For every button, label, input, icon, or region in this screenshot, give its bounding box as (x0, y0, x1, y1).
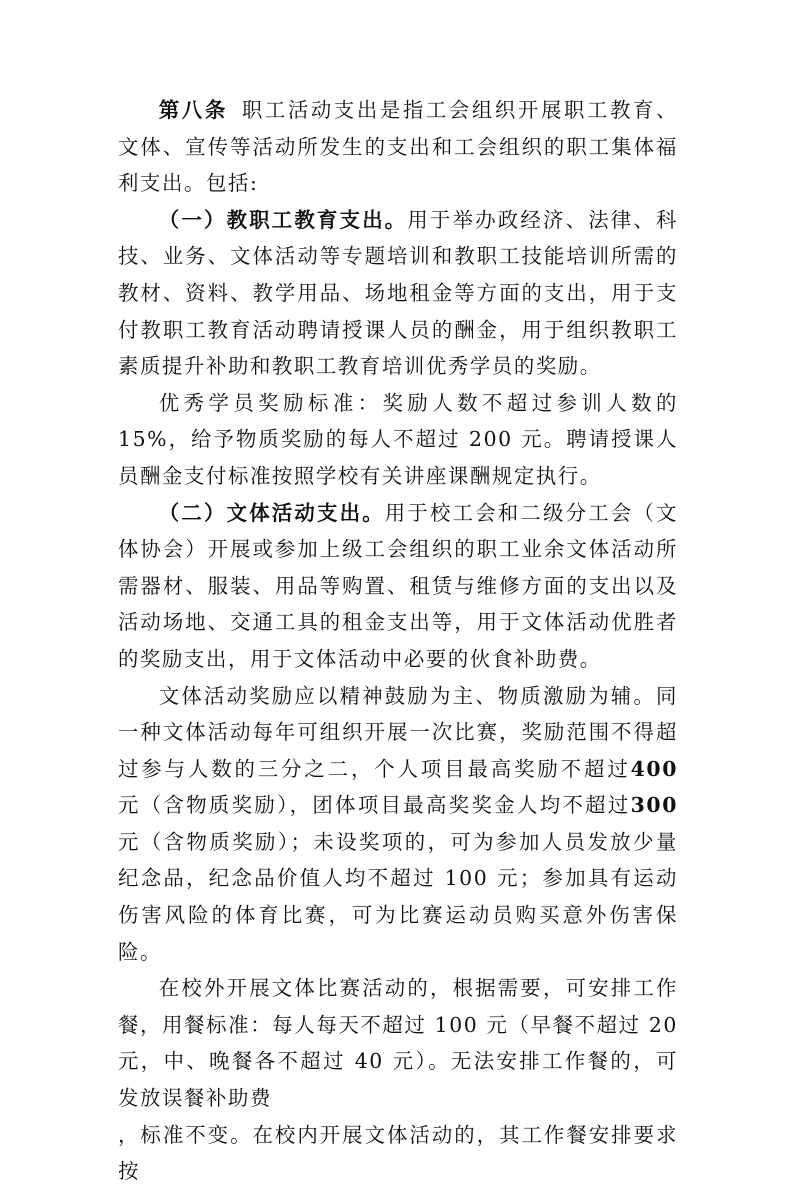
section-1-heading: （一）教职工教育支出。 (158, 207, 408, 232)
award-text-a: 文体活动奖励应以精神鼓励为主、物质激励为辅。同一种文体活动每年可组织开展一次比赛，奖励范围不得超过参与人数的三分之二，个人项目最高奖励不超过 (118, 683, 678, 781)
meal-text-a: 在校外开展文体比赛活动的，根据需要，可安排工作餐，用餐标准：每人每天不超过 100 元（早餐不超过 20 元，中、晚餐各不超过 40 元）。无法安排工作餐的，可发放误餐补助费 (118, 976, 678, 1111)
article-text: 职工活动支出是指工会组织开展职工教育、文体、宣传等活动所发生的支出和工会组织的职工集体福利支出。包括: (118, 98, 678, 196)
section-1-text: 用于举办政经济、法律、科技、业务、文体活动等专题培训和教职工技能培训所需的教材、资料、教学用品、场地租金等方面的支出，用于支付教职工教育活动聘请授课人员的酬金，用于组织教职工素质提升补助和教职工教育培训优秀学员的奖励。 (118, 207, 678, 379)
meal-text-b: ，标准不变。在校内开展文体活动的，其工作餐安排要求按 (118, 1122, 678, 1184)
award-amount-individual: 400 (630, 756, 678, 781)
document-body (118, 92, 678, 1190)
article-8-paragraph (118, 92, 678, 202)
meal-paragraph (118, 970, 678, 1190)
section-2-paragraph (118, 495, 678, 678)
section-1-paragraph (118, 202, 678, 385)
section-2-text: 用于校工会和二级分工会（文体协会）开展或参加上级工会组织的职工业余文体活动所需器材、服装、用品等购置、租赁与维修方面的支出以及活动场地、交通工具的租金支出等，用于文体活动优胜者的奖励支出，用于文体活动中必要的伙食补助费。 (118, 500, 678, 671)
award-text-b: 元（含物质奖励），团体项目最高奖奖金人均不超过 (118, 793, 631, 818)
article-label: 第八条 (158, 98, 228, 122)
section-2-heading: （二）文体活动支出。 (158, 500, 385, 525)
award-amount-team: 300 (630, 793, 678, 818)
section-1-rule-paragraph (118, 385, 678, 495)
section-1-rule-text: 优秀学员奖励标准：奖励人数不超过参训人数的 15%，给予物质奖励的每人不超过 200 元。聘请授课人员酬金支付标准按照学校有关讲座课酬规定执行。 (118, 390, 678, 488)
award-paragraph (118, 678, 678, 971)
award-text-c: 元（含物质奖励）；未设奖项的，可为参加人员发放少量纪念品，纪念品价值人均不超过 100 元；参加具有运动伤害风险的体育比赛，可为比赛运动员购买意外伤害保险。 (118, 829, 678, 964)
